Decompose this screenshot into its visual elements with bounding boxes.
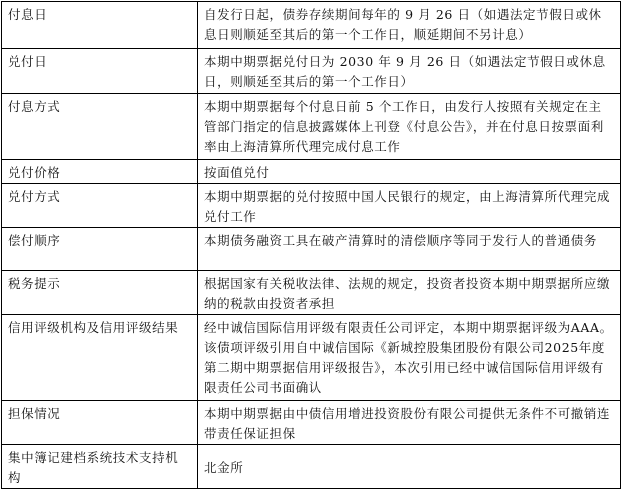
row-label-redemption-date: 兑付日: [2, 49, 198, 94]
table-row: [2, 160, 621, 184]
table-row: [2, 228, 621, 271]
row-value-repayment-order: 本期债务融资工具在破产清算时的清偿顺序等同于发行人的普通债务: [198, 228, 621, 271]
table-row: [2, 184, 621, 228]
row-value-redemption-price: 按面值兑付: [198, 160, 621, 184]
row-label-tax-notice: 税务提示: [2, 271, 198, 315]
table-row: [2, 271, 621, 315]
row-value-bookkeeping-support: 北金所: [198, 445, 621, 489]
row-value-guarantee: 本期中期票据由中债信用增进投资股份有限公司提供无条件不可撤销连带责任保证担保: [198, 401, 621, 445]
terms-table: [1, 1, 621, 489]
table-row: [2, 401, 621, 445]
table-row: [2, 2, 621, 49]
table-row: [2, 445, 621, 489]
table-row: [2, 49, 621, 94]
row-value-redemption-date: 本期中期票据兑付日为 2030 年 9 月 26 日（如遇法定节假日或休息日，则顺延至其后的第一个工作日）: [198, 49, 621, 94]
row-label-guarantee: 担保情况: [2, 401, 198, 445]
row-label-interest-date: 付息日: [2, 2, 198, 49]
row-value-credit-rating: 经中诚信国际信用评级有限责任公司评定，本期中期票据评级为AAA。该债项评级引用自中诚信国际《新城控股集团股份有限公司2025年度第二期中期票据信用评级报告》，本次引用已经中诚信国际信用评级有限责任公司书面确认: [198, 315, 621, 401]
row-label-repayment-order: 偿付顺序: [2, 228, 198, 271]
table-row: [2, 315, 621, 401]
row-value-redemption-method: 本期中期票据的兑付按照中国人民银行的规定，由上海清算所代理完成兑付工作: [198, 184, 621, 228]
table-row: [2, 94, 621, 160]
row-value-interest-date: 自发行日起，债券存续期间每年的 9 月 26 日（如遇法定节假日或休息日则顺延至其后的第一个工作日，顺延期间不另计息）: [198, 2, 621, 49]
row-label-redemption-price: 兑付价格: [2, 160, 198, 184]
row-label-interest-method: 付息方式: [2, 94, 198, 160]
row-label-bookkeeping-support: 集中簿记建档系统技术支持机构: [2, 445, 198, 489]
row-label-credit-rating: 信用评级机构及信用评级结果: [2, 315, 198, 401]
row-label-redemption-method: 兑付方式: [2, 184, 198, 228]
row-value-tax-notice: 根据国家有关税收法律、法规的规定，投资者投资本期中期票据所应缴纳的税款由投资者承担: [198, 271, 621, 315]
row-value-interest-method: 本期中期票据每个付息日前 5 个工作日，由发行人按照有关规定在主管部门指定的信息披露媒体上刊登《付息公告》，并在付息日按票面利率由上海清算所代理完成付息工作: [198, 94, 621, 160]
